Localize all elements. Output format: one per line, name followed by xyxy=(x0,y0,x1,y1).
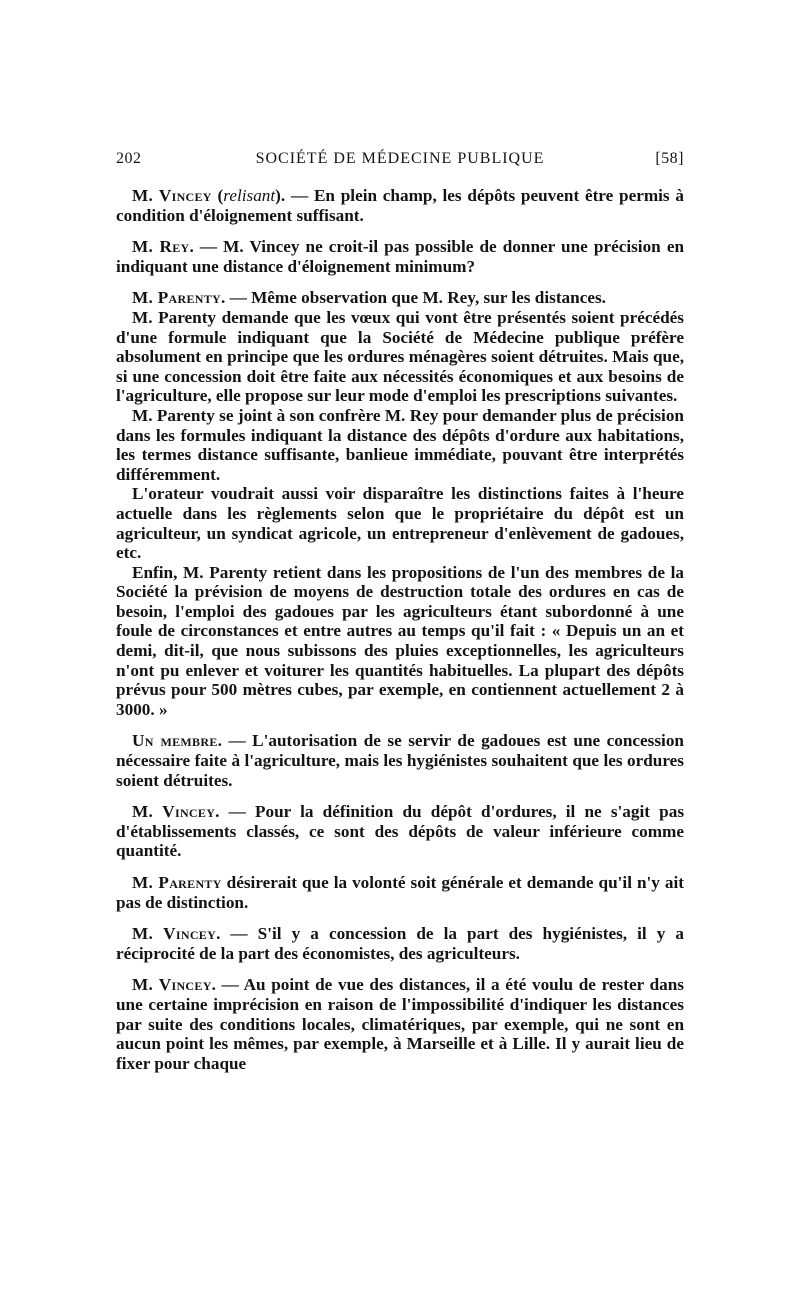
paragraph xyxy=(116,308,684,406)
paragraph-text: L'orateur voudrait aussi voir disparaître les distinctions faites à l'heure actuelle dans les règlements selon que le propriétaire du dépôt est un agriculteur, un syndicat agricole, un entrepreneur d'enlèvement de gadoues, etc. xyxy=(116,484,684,563)
running-header xyxy=(116,150,684,174)
paragraph xyxy=(116,924,684,963)
paragraph-text: désirerait que la volonté soit générale et demande qu'il n'y ait pas de distinction. xyxy=(116,873,684,912)
speaker: M. Parenty xyxy=(132,873,222,892)
paragraph xyxy=(116,237,684,276)
paragraph xyxy=(116,731,684,790)
stage-note: relisant xyxy=(223,186,276,205)
paragraph xyxy=(116,975,684,1073)
paragraph-text: . — En plein champ, les dépôts peuvent être permis à condition d'éloignement suffisant. xyxy=(116,186,684,225)
paragraph-text: . — S'il y a concession de la part des hygiénistes, il y a réciprocité de la part des économistes, des agriculteurs. xyxy=(116,924,684,963)
paragraph xyxy=(116,802,684,861)
speaker: M. Parenty xyxy=(132,288,221,308)
speaker: Un membre xyxy=(132,731,218,751)
paragraph xyxy=(116,288,684,308)
paragraph-text: Enfin, M. Parenty retient dans les propositions de l'un des membres de la Société la prévision de moyens de destruction totale des ordures en cas de besoin, l'emploi des gadoues par les agriculteurs étant subordonné à une foule de circonstances et entre autres au temps qu'il fait : « Depuis un an et demi, dit-il, que nous subissons des pluies exceptionnelles, les agriculteurs n'ont pu enlever et voiturer les quantités habituelles. La plupart des dépôts prévus pour 500 mètres cubes, par exemple, en contiennent actuellement 2 à 3000. » xyxy=(116,562,684,719)
paragraph-text: . — Même observation que M. Rey, sur les distances. xyxy=(221,288,606,308)
speaker: M. Rey xyxy=(132,237,190,257)
paragraph-text: . — Pour la définition du dépôt d'ordures, il ne s'agit pas d'établissements classés, ce sont des dépôts de valeur inférieure comme quantité. xyxy=(116,802,685,861)
paragraph: M. Vincey (relisant). — En plein champ, les dépôts peuvent être permis à condition d'éloignement suffisant. xyxy=(116,186,684,225)
paragraph-text: M. Parenty se joint à son confrère M. Rey pour demander plus de précision dans les formules indiquant la distance des dépôts d'ordure aux habitations, les termes distance suffisante, banlieue immédiate, pouvant être interprétés différemment. xyxy=(116,405,684,484)
speaker: M. Vincey xyxy=(132,186,212,205)
paragraph xyxy=(116,484,684,562)
paragraph xyxy=(116,563,684,720)
section-mark: [58] xyxy=(655,150,684,167)
page-body xyxy=(116,186,684,1073)
paragraph-text: . — Au point de vue des distances, il a été voulu de rester dans une certaine imprécision en raison de l'impossibilité d'indiquer les distances par suite des conditions locales, climatériques, par exemple, qui ne sont en aucun point les mêmes, par exemple, à Marseille et à Lille. Il y aurait lieu de fixer pour chaque xyxy=(116,975,684,1073)
paragraph xyxy=(116,406,684,484)
running-title: SOCIÉTÉ DE MÉDECINE PUBLIQUE xyxy=(255,150,545,167)
page-number: 202 xyxy=(116,150,142,167)
speaker: M. Vincey xyxy=(132,975,212,995)
paragraph xyxy=(116,873,684,912)
paragraph-text: M. Parenty demande que les vœux qui vont être présentés soient précédés d'une formule indiquant que la Société de Médecine publique préfère absolument en principe que les ordures ménagères soient détruites. Mais que, si une concession doit être faite aux nécessités économiques et aux besoins de l'agriculture, elle propose sur leur mode d'emploi les prescriptions suivantes. xyxy=(116,307,684,406)
speaker: M. Vincey xyxy=(132,802,216,822)
paragraph-text: . — L'autorisation de se servir de gadoues est une concession nécessaire faite à l'agriculture, mais les hygiénistes souhaitent que les ordures soient détruites. xyxy=(116,731,684,790)
speaker: M. Vincey xyxy=(132,924,217,944)
paragraph-text: . — M. Vincey ne croit-il pas possible de donner une précision en indiquant une distance d'éloignement minimum? xyxy=(116,237,685,276)
